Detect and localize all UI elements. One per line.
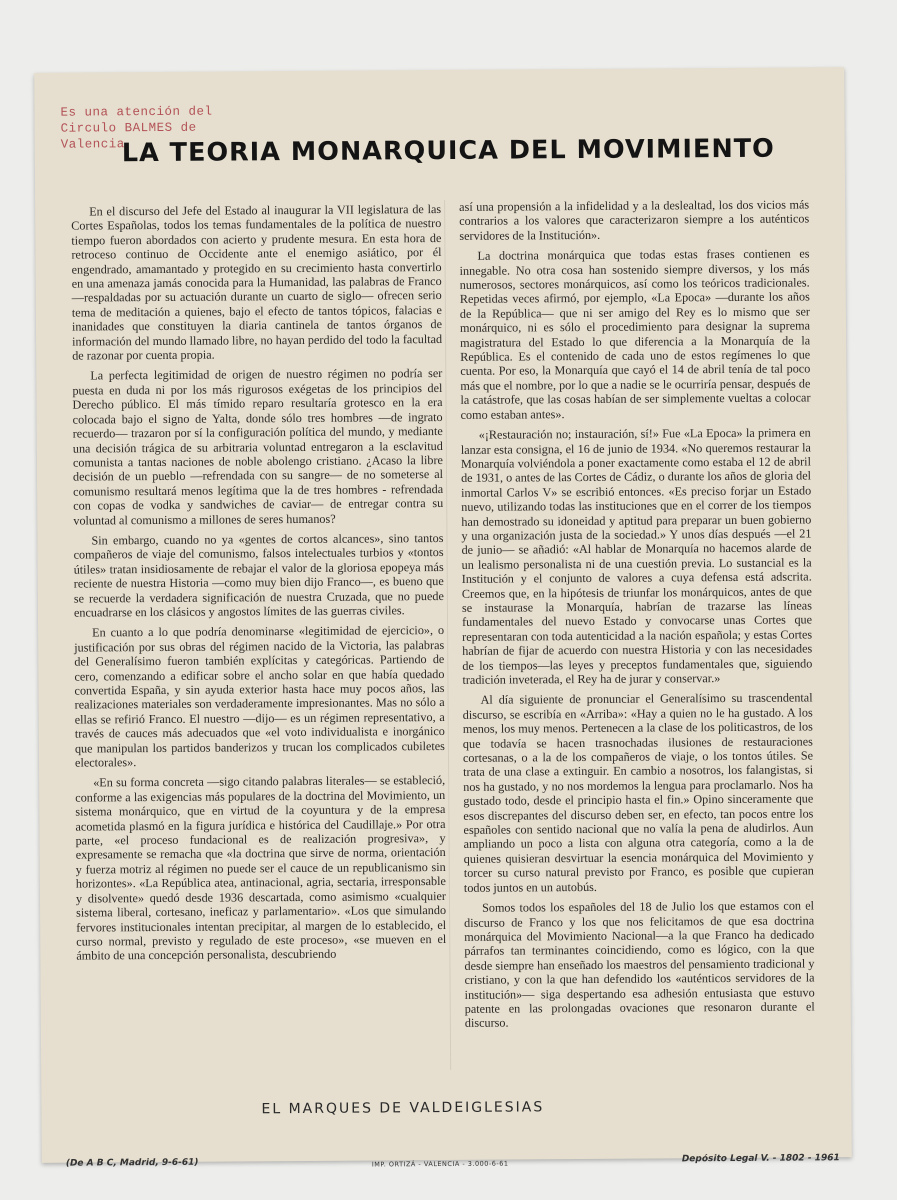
legal-deposit: Depósito Legal V. - 1802 - 1961 [681,1153,840,1165]
paragraph: Somos todos los españoles del 18 de Julio los que estamos con el discurso de Franco y los que nos felicitamos de que esa doctrina monárquica del Movimiento Nacional—a la que Franco ha dedicado párrafos tan terminantes coincidiendo, como es lógico, con la que desde siempre han enseñado los maestros del pensamiento tradicional y cristiano, y con la que han defendido los «auténticos servidores de la institución»— siga despertando esa adhesión entusiasta que estuvo patente en las prolongadas ovaciones que resonaron durante el discurso. [464,898,815,1031]
paragraph: «En su forma concreta —sigo citando palabras literales— se estableció, conforme a las exigencias más populares de la doctrina del Movimiento, un sistema monárquico, que en virtud de la coyuntura y de la empresa acometida plasmó en la figura jurídica e histórica del Caudillaje.» Por otra parte, «el proceso fundacional es de realización progresiva», y expresamente se remacha que «la doctrina que sirve de norma, orientación y fuerza motriz al régimen no puede ser el cauce de un republicanismo sin horizontes». «La República atea, antinacional, agria, sectaria, irresponsable y disolvente» quedó desde 1936 descartada, como asimismo «cualquier sistema liberal, cortesano, ineficaz y parlamentario». «Los que simulando fervores institucionales intentan precipitar, al margen de lo establecido, el curso normal, previsto y regulado de este proceso», «se mueven en el ámbito de una concepción personalista, descubriendo [75,773,447,963]
newspaper-clipping [34,67,852,1169]
right-column [459,197,815,1036]
paragraph: Sin embargo, cuando no ya «gentes de cortos alcances», sino tantos compañeros de viaje del comunismo, falsos intelectuales turbios y «tontos útiles» tratan insidiosamente de rebajar el valor de la gloriosa epopeya más reciente de nuestra Historia —como muy bien dijo Franco—, es bueno que se recuerde la verdadera significación de nuestra Cruzada, que no puede encuadrarse en los clásicos y angostos límites de las guerras civiles. [73,530,444,620]
left-column [71,202,446,969]
red-stamp-text: Es una atención del Circulo BALMES de Valencia [60,104,213,152]
printer-credit: IMP. ORTIZÁ - VALENCIA - 3.000-6-61 [371,1159,509,1169]
paragraph: En el discurso del Jefe del Estado al inaugurar la VII legislatura de las Cortes Españolas, todos los temas fundamentales de la política de nuestro tiempo fueron abordados con acierto y prudente mesura. En esta hora de retroceso continuo de Occidente ante el enemigo asiático, por él engendrado, amamantado y protegido en su crecimiento hasta convertirlo en una amenaza jamás conocida para la Humanidad, las palabras de Franco —respaldadas por su actuación durante un cuarto de siglo— ofrecen serio tema de meditación a quienes, bajo el efecto de tantos tópicos, falacias e inanidades que constituyen la diaria cantinela de tantos órganos de información del mundo llamado libre, no hayan perdido del todo la facultad de razonar por cuenta propia. [71,202,443,363]
paragraph: La doctrina monárquica que todas estas frases contienen es innegable. No otra cosa han sostenido siempre diversos, y los más numerosos, sectores monárquicos, así como los teóricos tradicionales. Repetidas veces afirmó, por ejemplo, «La Epoca» —durante los años de la República— que ni ser amigo del Rey es lo mismo que ser monárquico, ni es sólo el procedimiento para designar la suprema magistratura del Estado lo que diferencia a la Monarquía de la República. Es el contenido de cada uno de estos regímenes lo que cuenta. Por eso, la Monarquía que cayó el 14 de abril tenía de tal poco más que el nombre, por lo que a nadie se le ocurriría pensar, después de la catástrofe, que las cosas habían de ser simplemente vueltas a colocar como estaban antes». [459,246,811,422]
paragraph: En cuanto a lo que podría denominarse «legitimidad de ejercicio», o justificación por sus obras del régimen nacido de la Victoria, las palabras del Generalísimo fueron también explícitas y categóricas. Partiendo de cero, comenzando a edificar sobre el ancho solar en que había quedado convertida España, y sin ayuda exterior hasta hace muy pocos años, las realizaciones materiales son verdaderamente impresionantes. Mas no sólo a ellas se refirió Franco. El nuestro —dijo— es un régimen representativo, a través de cauces más adecuados que «el voto individualista e inorgánico que manipulan los partidos banderizos y trucan los complicados cubiletes electorales». [74,623,445,770]
paragraph: Al día siguiente de pronunciar el Generalísimo su trascendental discurso, se escribía en «Arriba»: «Hay a quien no le ha gustado. A los menos, los muy menos. Pertenecen a la clase de los politicastros, de los que todavía se hacen trasnochadas ilusiones de restauraciones cortesanas, o a la de los compañeros de viaje, o los tontos útiles. Se trata de una clase a extinguir. En cambio a nosotros, los falangistas, si nos ha gustado, y no nos mordemos la lengua para proclamarlo. Nos ha gustado todo, desde el principio hasta el fin.» Opino sinceramente que esos discrepantes del discurso deben ser, en efecto, tan pocos entre los españoles con sentido nacional que no valía la pena de aludirlos. Aun ampliando un poco a lista con alguna otra categoría, como a la de quienes quisieran desvirtuar la esencia monárquica del Movimiento y torcer su curso natural previsto por Franco, es posible que cupieran todos juntos en un autobús. [462,690,814,895]
source-credit: (De A B C, Madrid, 9-6-61) [65,1157,199,1169]
paragraph: La perfecta legitimidad de origen de nuestro régimen no podría ser puesta en duda ni por los más rigurosos exégetas de los principios del Derecho público. El más tímido reparo resultaría grotesco en la era colocada bajo el signo de Yalta, donde sólo tres hombres —de ingrato recuerdo— trazaron por sí la configuración política del mundo, y mediante una decisión trágica de su arbitraria voluntad entregaron a la esclavitud comunista a tantas naciones de noble abolengo cristiano. ¿Acaso la libre decisión de un pueblo —refrendada con su sangre— de no someterse al comunismo resultará menos legítima que la de tres hombres - refrendada con copas de vodka y sandwiches de caviar— de entregar contra su voluntad al comunismo a millones de seres humanos? [72,366,444,528]
author-signature: EL MARQUES DE VALDEIGLESIAS [261,1099,545,1118]
article-title: LA TEORIA MONARQUICA DEL MOVIMIENTO [121,133,775,169]
paragraph: así una propensión a la infidelidad y a la deslealtad, los dos vicios más contrarios a los valores que caracterizaron siempre a los auténticos servidores de la Institución». [459,197,810,243]
paragraph: «¡Restauración no; instauración, sí!» Fue «La Epoca» la primera en lanzar esta consigna, el 16 de junio de 1934. «No queremos restaurar la Monarquía volviéndola a poner exactamente como estaba el 12 de abril de 1931, o antes de las Cortes de Cádiz, o durante los años de gloria del inmortal Carlos V» se escribió entonces. «Es preciso forjar un Estado nuevo, utilizando todas las instituciones que en el correr de los tiempos han demostrado su idoneidad y aptitud para preparar un buen gobierno y una organización justa de la sociedad.» Y unos días después —el 21 de junio— se añadió: «Al hablar de Monarquía no hacemos alarde de un lealismo personalista ni de una cuestión previa. Lo sustancial es la Institución y el conjunto de valores a cuya defensa está adscrita. Creemos que, en la hipótesis de triunfar los monárquicos, antes de que se instaurase la Monarquía, habrían de trazarse las líneas fundamentales del nuevo Estado y convocarse unas Cortes que representaran con toda autenticidad a la nación española; y estas Cortes habrían de fijar de acuerdo con nuestra Historia y con las necesidades de los tiempos—las leyes y preceptos fundamentales que, siguiendo tradición inveterada, el Rey ha de jurar y conservar.» [460,425,813,687]
